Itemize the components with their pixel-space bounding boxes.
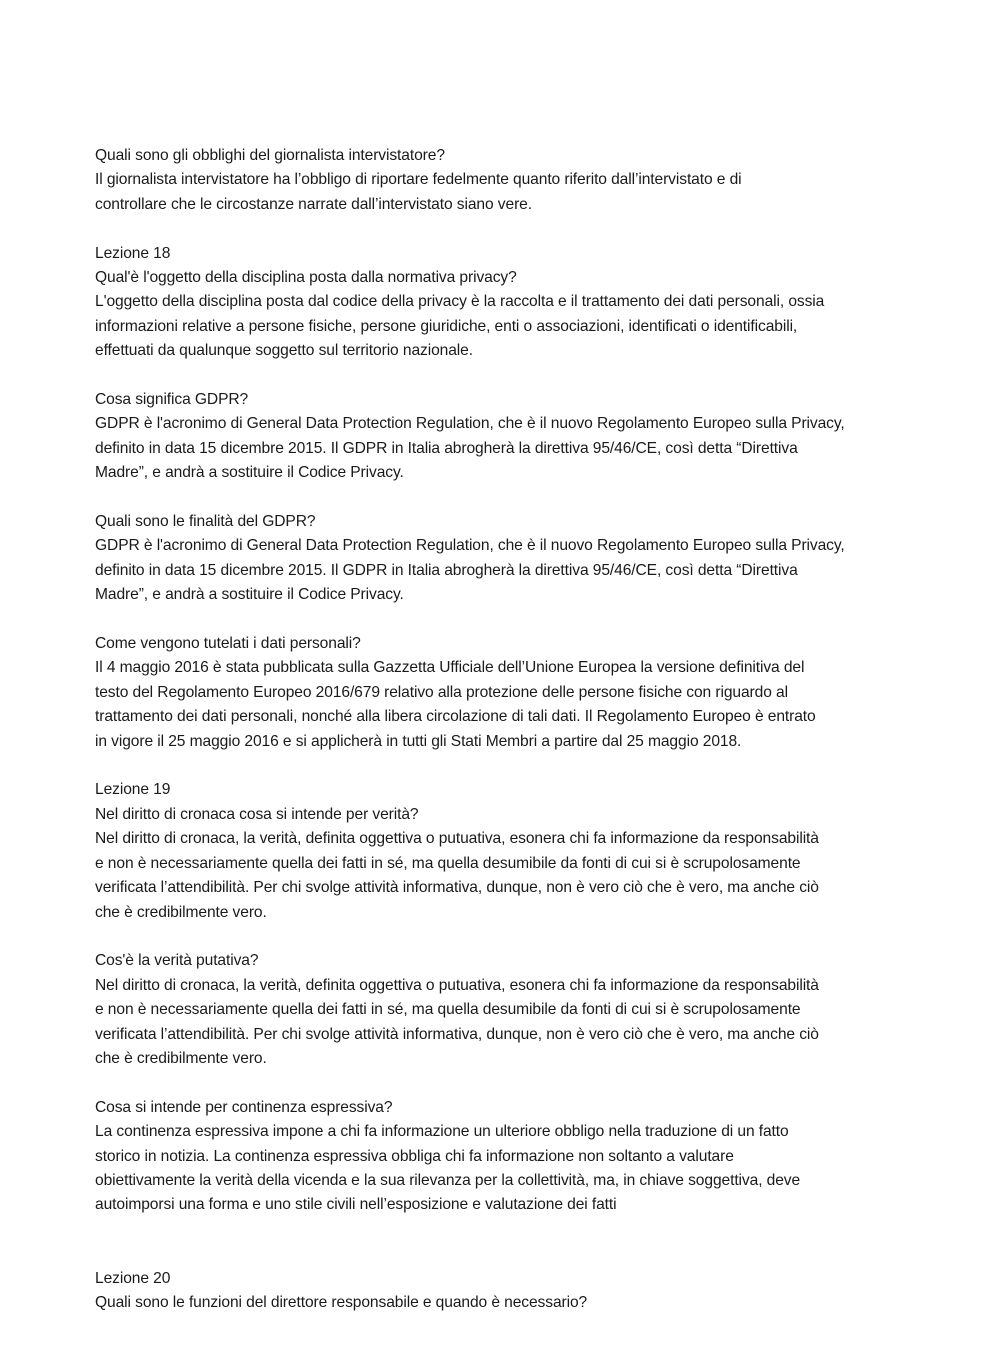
answer-text: che è credibilmente vero. [95, 1049, 267, 1067]
answer-text: in vigore il 25 maggio 2016 e si applicherà in tutti gli Stati Membri a partire dal 25 maggio 2018. [95, 732, 742, 750]
answer-text: Il 4 maggio 2016 è stata pubblicata sulla Gazzetta Ufficiale dell’Unione Europea la versione definitiva del [95, 659, 805, 677]
answer-text: e non è necessariamente quella dei fatti in sé, ma quella desumibile da fonti di cui si è scrupolosamente [95, 854, 801, 872]
answer-text: informazioni relative a persone fisiche, persone giuridiche, enti o associazioni, identificati o identificabili, [95, 317, 798, 335]
qa-block-gdpr-finalita [95, 510, 915, 608]
answer-text: storico in notizia. La continenza espressiva obbliga chi fa informazione non soltanto a valutare [95, 1147, 734, 1165]
answer-text: Madre”, e andrà a sostituire il Codice Privacy. [95, 464, 404, 482]
question-text: Quali sono le funzioni del direttore responsabile e quando è necessario? [95, 1293, 588, 1311]
qa-block-oggetto-privacy [95, 242, 915, 364]
lesson-heading: Lezione 18 [95, 244, 171, 262]
answer-text: verificata l’attendibilità. Per chi svolge attività informativa, dunque, non è vero ciò che è vero, ma anche ciò [95, 1025, 819, 1043]
question-text: Qual'è l'oggetto della disciplina posta dalla normativa privacy? [95, 269, 517, 287]
answer-text: Nel diritto di cronaca, la verità, definita oggettiva o putuativa, esonera chi fa informazione da responsabilità [95, 976, 819, 994]
answer-text: L'oggetto della disciplina posta dal codice della privacy è la raccolta e il trattamento dei dati personali, ossia [95, 293, 825, 311]
qa-block-gdpr-significato [95, 388, 915, 486]
document-page [95, 144, 915, 1340]
answer-text: e non è necessariamente quella dei fatti in sé, ma quella desumibile da fonti di cui si è scrupolosamente [95, 1001, 801, 1019]
answer-text: GDPR è l'acronimo di General Data Protection Regulation, che è il nuovo Regolamento Europeo sulla Privacy, [95, 415, 845, 433]
answer-text: La continenza espressiva impone a chi fa informazione un ulteriore obbligo nella traduzione di un fatto [95, 1123, 789, 1141]
answer-text: definito in data 15 dicembre 2015. Il GDPR in Italia abrogherà la direttiva 95/46/CE, così detta “Direttiva [95, 561, 798, 579]
answer-text: autoimporsi una forma e uno stile civili nell’esposizione e valutazione dei fatti [95, 1196, 617, 1214]
question-text: Come vengono tutelati i dati personali? [95, 635, 361, 653]
answer-text: che è credibilmente vero. [95, 903, 267, 921]
qa-block-verita-putativa [95, 949, 915, 1071]
qa-block-tutela-dati [95, 632, 915, 754]
answer-text: Il giornalista intervistatore ha l’obbligo di riportare fedelmente quanto riferito dall’intervistato e di [95, 171, 742, 189]
answer-text: obiettivamente la verità della vicenda e la sua rilevanza per la collettività, ma, in chiave soggettiva, deve [95, 1171, 801, 1189]
lesson-heading: Lezione 19 [95, 781, 171, 799]
answer-text: testo del Regolamento Europeo 2016/679 relativo alla protezione delle persone fisiche con riguardo al [95, 683, 788, 701]
answer-text: controllare che le circostanze narrate dall’intervistato siano vere. [95, 195, 532, 213]
answer-text: definito in data 15 dicembre 2015. Il GDPR in Italia abrogherà la direttiva 95/46/CE, così detta “Direttiva [95, 439, 798, 457]
question-text: Cosa si intende per continenza espressiva? [95, 1098, 393, 1116]
qa-block-continenza-espressiva [95, 1096, 915, 1218]
question-text: Cos'è la verità putativa? [95, 952, 259, 970]
answer-text: trattamento dei dati personali, nonché alla libera circolazione di tali dati. Il Regolamento Europeo è entrato [95, 708, 816, 726]
question-text: Quali sono gli obblighi del giornalista intervistatore? [95, 147, 445, 164]
answer-text: Nel diritto di cronaca, la verità, definita oggettiva o putuativa, esonera chi fa informazione da responsabilità [95, 830, 819, 848]
qa-block-obblighi-intervistatore [95, 144, 915, 217]
question-text: Quali sono le finalità del GDPR? [95, 513, 316, 531]
qa-block-verita-cronaca [95, 778, 915, 924]
answer-text: effettuati da qualunque soggetto sul territorio nazionale. [95, 342, 473, 360]
answer-text: GDPR è l'acronimo di General Data Protection Regulation, che è il nuovo Regolamento Europeo sulla Privacy, [95, 537, 845, 555]
answer-text: verificata l’attendibilità. Per chi svolge attività informativa, dunque, non è vero ciò che è vero, ma anche ciò [95, 879, 819, 897]
question-text: Cosa significa GDPR? [95, 391, 249, 409]
question-text: Nel diritto di cronaca cosa si intende per verità? [95, 805, 419, 823]
answer-text: Madre”, e andrà a sostituire il Codice Privacy. [95, 586, 404, 604]
lesson-heading: Lezione 20 [95, 1269, 171, 1287]
qa-block-direttore-responsabile [95, 1267, 915, 1316]
